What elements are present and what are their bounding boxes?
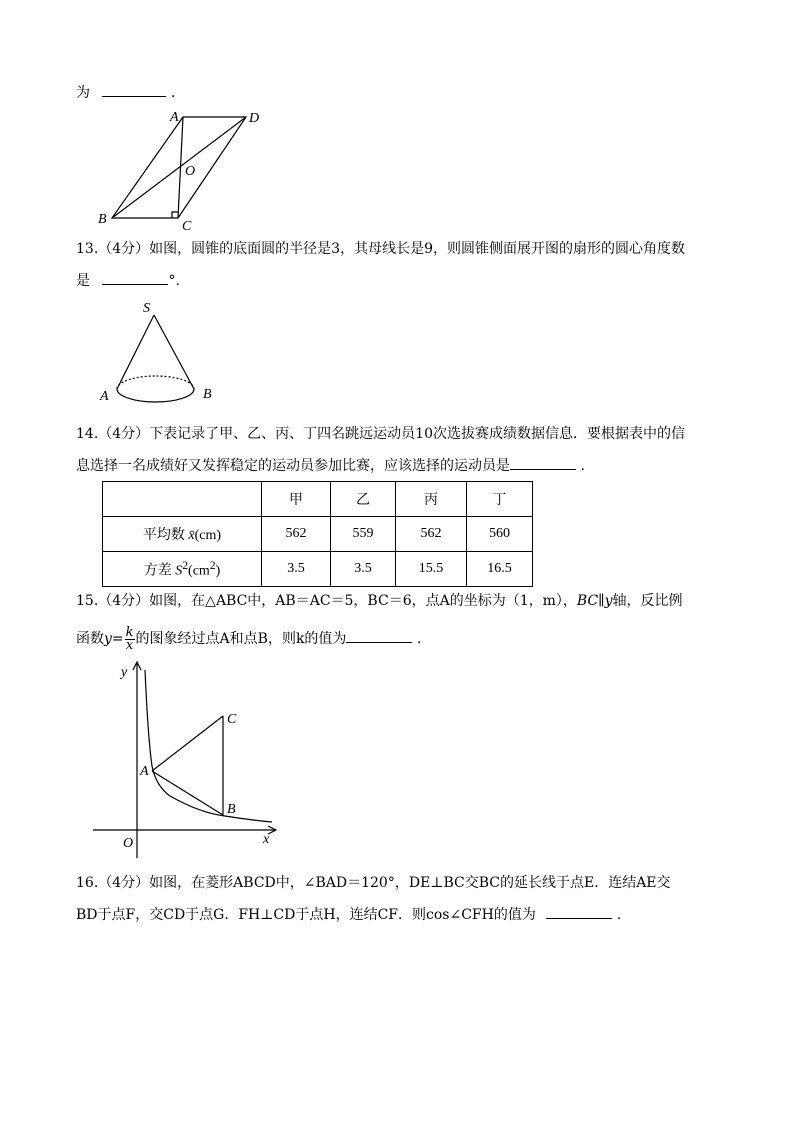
q13-prefix: 是 <box>76 273 90 289</box>
q16-period: . <box>616 907 622 923</box>
label-o: O <box>185 164 196 179</box>
mean-symbol: x̄ <box>188 528 195 543</box>
label-x: x <box>263 832 270 847</box>
q16-answer-blank <box>546 904 612 919</box>
header-cell: 甲 <box>262 482 331 517</box>
mean-unit: (cm) <box>194 528 222 543</box>
variance-label-text: 方差 <box>143 563 172 579</box>
q15-line2 <box>76 624 421 654</box>
q16-line1: 16.（4分）如图，在菱形ABCD中，∠BAD＝120°，DE⊥BC交BC的延长线于点E．连结AE交 <box>76 875 671 891</box>
table-cell: 15.5 <box>396 552 467 587</box>
table-cell: 560 <box>467 517 533 552</box>
label-a: A <box>140 764 149 779</box>
q14-line1: 14.（4分）下表记录了甲、乙、丙、丁四名跳远运动员10次选拔赛成绩数据信息．要根据表中的信 <box>76 426 685 442</box>
q15-text: 15.（4分）如图，在△ABC中，AB＝AC＝5，BC＝6，点A的坐标为（1，m）， <box>76 593 577 609</box>
q12-period: . <box>170 85 176 101</box>
q14-answer-blank <box>510 455 576 470</box>
right-angle-mark <box>172 212 178 218</box>
q16-line2 <box>76 904 621 925</box>
variance-unit-sup: 2 <box>209 558 216 572</box>
label-c: C <box>227 712 237 727</box>
fraction-denominator: x <box>125 637 134 653</box>
q15-line1 <box>76 591 683 611</box>
q15-answer-blank <box>346 628 412 643</box>
q15-function-label: 函数 <box>76 631 104 647</box>
row-label-mean <box>103 517 262 552</box>
header-cell-empty <box>103 482 262 517</box>
fraction-numerator: k <box>125 624 134 640</box>
variance-unit-open: (cm <box>188 563 210 579</box>
q13-line2 <box>76 270 180 291</box>
q15-math-bc-parallel-y: BC∥y <box>576 593 613 609</box>
label-a: A <box>100 389 109 404</box>
q12-tail-line <box>76 82 175 103</box>
q15-y-var: y <box>104 631 112 647</box>
row-label-variance <box>103 552 262 587</box>
q12-tail-text: 为 <box>76 85 90 101</box>
variance-symbol: S <box>175 563 183 579</box>
q15-text-suffix: 轴，反比例 <box>612 593 683 609</box>
q15-period: . <box>416 631 422 647</box>
table-cell: 562 <box>396 517 467 552</box>
hyperbola-curve <box>145 670 272 822</box>
variance-symbol-sup: 2 <box>182 558 189 572</box>
q13-answer-blank <box>102 270 168 285</box>
label-o: O <box>123 836 134 851</box>
table-header-row <box>103 482 533 517</box>
label-s: S <box>143 301 150 316</box>
variance-unit-close: ) <box>215 563 221 579</box>
header-cell: 丁 <box>467 482 533 517</box>
label-b: B <box>227 802 236 817</box>
header-cell: 丙 <box>396 482 467 517</box>
segment-ac <box>152 716 223 771</box>
q16-text: BD于点F，交CD于点G．FH⊥CD于点H，连结CF．则cos∠CFH的值为 <box>76 907 536 923</box>
label-a: A <box>170 110 179 125</box>
coordinate-figure <box>90 658 290 858</box>
q15-fraction-k-over-x <box>125 624 135 653</box>
table-cell: 559 <box>331 517 396 552</box>
athlete-stats-table <box>102 481 533 587</box>
table-row-mean <box>103 517 533 552</box>
table-cell: 562 <box>262 517 331 552</box>
q14-period: . <box>580 458 585 474</box>
q13-suffix: °. <box>168 273 180 289</box>
q15-text-after: 的图象经过点A和点B，则k的值为 <box>135 631 347 647</box>
q12-answer-blank <box>102 82 166 97</box>
table-cell: 16.5 <box>467 552 533 587</box>
label-c: C <box>182 219 192 233</box>
cone-figure <box>96 298 226 418</box>
parallelogram-figure <box>90 108 270 233</box>
q14-line2 <box>76 455 585 476</box>
cone-base-back <box>117 376 194 389</box>
table-row-variance <box>103 552 533 587</box>
q15-equals: = <box>111 631 124 647</box>
label-b: B <box>203 387 212 402</box>
header-cell: 乙 <box>331 482 396 517</box>
cone-side-left <box>117 315 154 389</box>
segment-ab <box>152 771 223 815</box>
table-cell: 3.5 <box>262 552 331 587</box>
label-d: D <box>249 111 260 126</box>
table-cell: 3.5 <box>331 552 396 587</box>
mean-label-text: 平均数 <box>142 528 185 543</box>
label-b: B <box>98 212 107 227</box>
label-y: y <box>121 665 128 680</box>
cone-base-front <box>117 389 194 402</box>
q14-prefix: 息选择一名成绩好又发挥稳定的运动员参加比赛，应该选择的运动员是 <box>76 458 510 474</box>
q13-line1: 13.（4分）如图，圆锥的底面圆的半径是3，其母线长是9，则圆锥侧面展开图的扇形的圆心角度数 <box>76 241 685 257</box>
